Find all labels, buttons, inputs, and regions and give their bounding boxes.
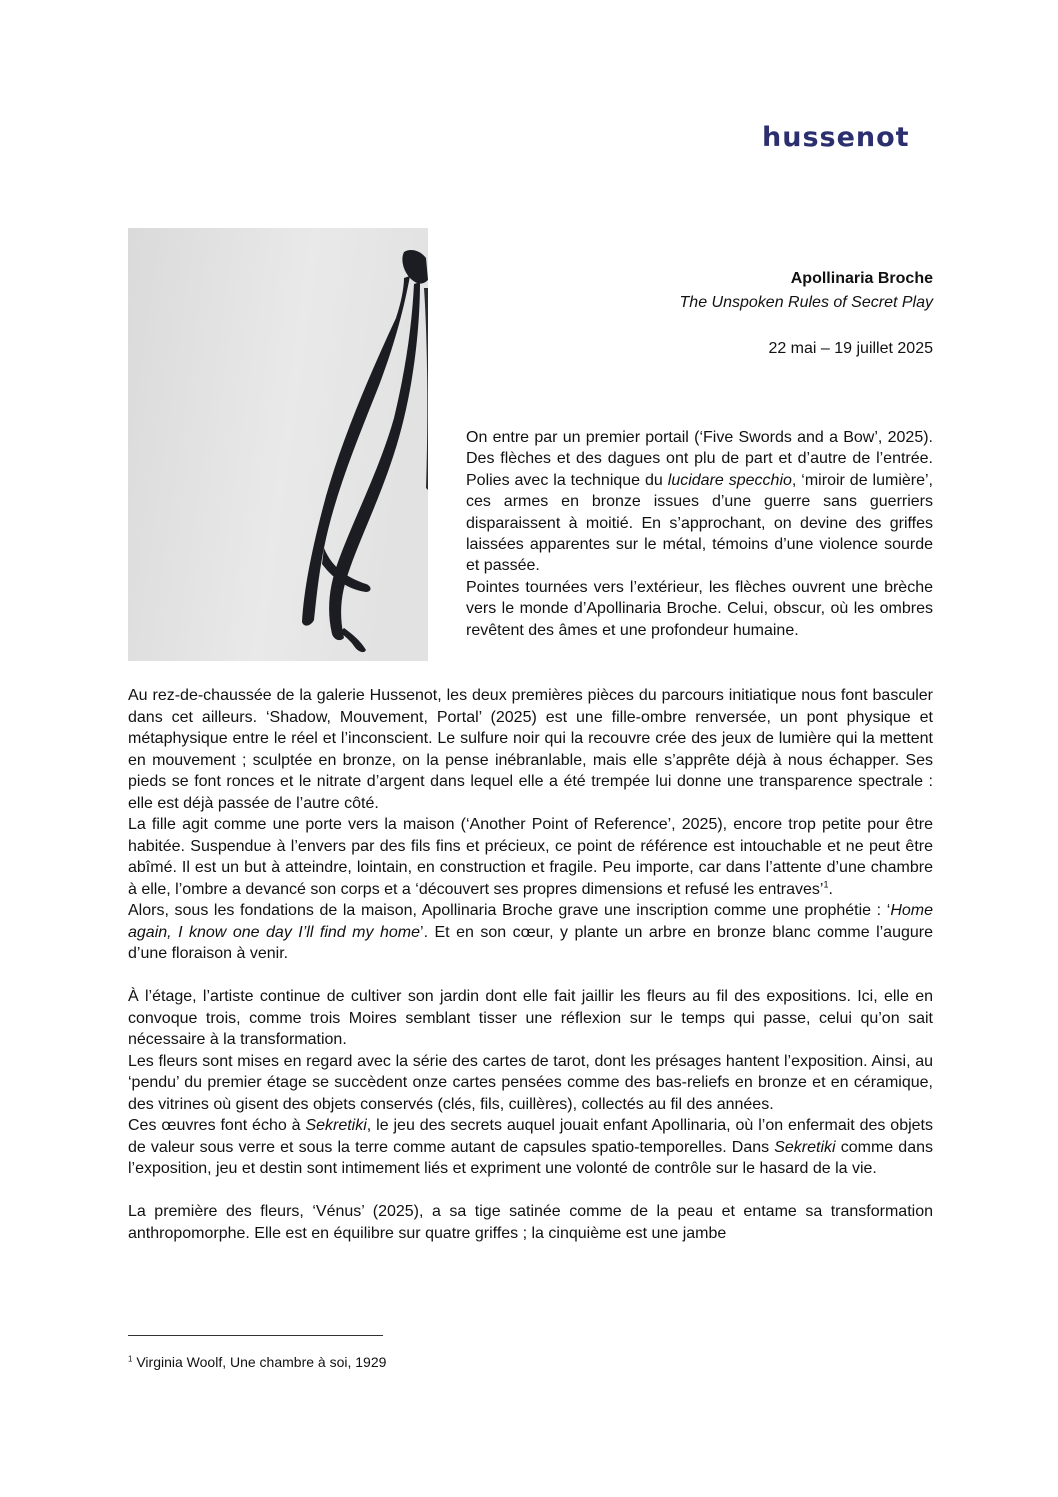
footnote-marker: 1	[128, 1354, 133, 1364]
footnote-divider	[128, 1335, 383, 1336]
intro-text	[466, 427, 933, 641]
italic-term: lucidare specchio	[667, 471, 792, 489]
body-text	[128, 685, 933, 1244]
text-run: .	[828, 880, 833, 898]
text-run: , le jeu des secrets auquel jouait enfant Apollinaria, où l’on enfermait des objets de valeur sous verre et sous la terre comme autant de capsules spatio-temporelles. Dans	[128, 1117, 933, 1156]
body-paragraph-7: La première des fleurs, ‘Vénus’ (2025), a sa tige satinée comme de la peau et entame sa transformation anthropomorphe. Elle est en équilibre sur quatre griffes ; la cinquième est une jambe	[128, 1203, 933, 1242]
body-paragraph-6	[128, 1115, 933, 1180]
intro-paragraph-1	[466, 427, 933, 577]
body-paragraph-3	[128, 900, 933, 965]
sculpture-photo	[128, 228, 428, 661]
sculpture-image	[128, 228, 428, 661]
exhibition-title: The Unspoken Rules of Secret Play	[679, 294, 933, 311]
artist-name: Apollinaria Broche	[790, 270, 933, 287]
text-run: , ‘miroir de lumière’, ces armes en bronze issues d’une guerre sans guerriers disparaissent à moitié. En s’approchant, on devine des griffes laissées apparentes sur le métal, témoins d’une violence sourde et passée.	[466, 471, 934, 575]
text-run: ’. Et en son cœur, y plante un arbre en bronze blanc comme l’augure d’une floraison à venir.	[128, 923, 934, 962]
footnote-reference: 1	[823, 879, 829, 890]
text-run: On entre par un premier portail (‘Five Swords and a Bow’, 2025). Des flèches et des dagues ont plu de part et d’autre de l’entrée. Polies avec la technique du	[466, 429, 933, 489]
exhibition-header	[680, 267, 933, 361]
italic-term: Sekretiki	[305, 1117, 367, 1134]
exhibition-dates: 22 mai – 19 juillet 2025	[768, 340, 933, 357]
body-paragraph-1: Au rez-de-chaussée de la galerie Hussenot, les deux premières pièces du parcours initiatique nous font basculer dans cet ailleurs. ‘Shadow, Mouvement, Portal’ (2025) est une fille-ombre renversée, un pont physique et métaphysique entre le réel et l’inconscient. Le sulfure noir qui la recouvre crée des jeux de lumière qui la mettent en mouvement ; sculptée en bronze, on la pense inébranlable, mais elle s’apprête déjà à nous échapper. Ses pieds se font ronces et le nitrate d’argent dans lequel elle a été trempée lui donne une transparence spectrale : elle est déjà passée de l’autre côté.	[128, 687, 933, 812]
body-paragraph-5: Les fleurs sont mises en regard avec la série des cartes de tarot, dont les présages hantent l’exposition. Ainsi, au ‘pendu’ du premier étage se succèdent onze cartes pensées comme des bas-reliefs en bronze et en céramique, des vitrines où gisent des objets conservés (clés, fils, cuillères), collectés au fil des années.	[128, 1052, 933, 1113]
text-run: La fille agit comme une porte vers la maison (‘Another Point of Reference’, 2025), encore trop petite pour être habitée. Suspendue à l’envers par des fils fins et précieux, ce point de référence est intouchable et ne peut être abîmé. Il est un but à atteindre, lointain, en construction et fragile. Peu importe, car dans l’attente d’une chambre à elle, l’ombre a devancé son corps et a ‘découvert ses propres dimensions et refusé les entraves’	[128, 816, 933, 898]
footnote-text: Virginia Woolf, Une chambre à soi, 1929	[132, 1354, 387, 1370]
intro-paragraph-2: Pointes tournées vers l’extérieur, les flèches ouvrent une brèche vers le monde d’Apollinaria Broche. Celui, obscur, où les ombres revêtent des âmes et une profondeur humaine.	[466, 578, 933, 639]
body-paragraph-2	[128, 814, 933, 900]
gallery-logo: hussenot	[762, 122, 910, 153]
body-paragraph-4: À l’étage, l’artiste continue de cultiver son jardin dont elle fait jaillir les fleurs au fil des expositions. Ici, elle en convoque trois, comme trois Moires semblant tisser une réflexion sur le temps qui passe, celui qu’on sait nécessaire à la transformation.	[128, 988, 933, 1048]
text-run: Alors, sous les fondations de la maison, Apollinaria Broche grave une inscription comme une prophétie : ‘	[128, 902, 891, 919]
text-run: comme dans l’exposition, jeu et destin sont intimement liés et expriment une volonté de contrôle sur le hasard de la vie.	[128, 1138, 933, 1177]
footnote	[128, 1353, 386, 1371]
text-run: Ces œuvres font écho à	[128, 1117, 306, 1134]
italic-quote: Home again, I know one day I’ll find my home	[128, 902, 933, 941]
italic-term: Sekretiki	[774, 1138, 836, 1156]
